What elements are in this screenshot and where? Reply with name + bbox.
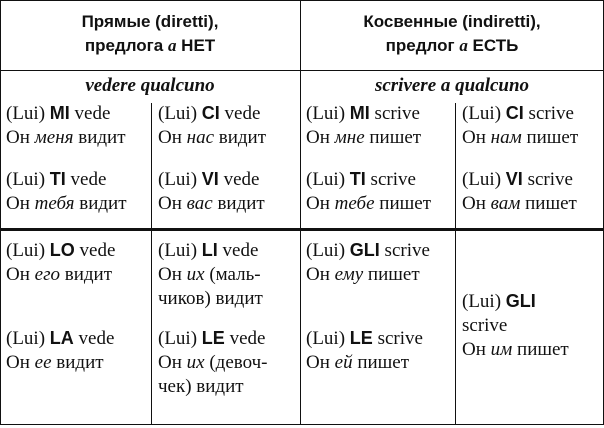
header-direct-line2 <box>0 34 300 58</box>
header-bottom-border <box>0 70 604 71</box>
cell-vi-vede: (Lui) VI vede Он вас видит <box>158 169 265 214</box>
cell-ti-vede: (Lui) TI vede Он тебя видит <box>6 169 127 214</box>
table-top-border <box>0 0 604 1</box>
cell-le-scrive: (Lui) LE scrive Он ей пишет <box>306 328 423 373</box>
verb-indirect: scrivere a qualcuno <box>374 75 530 96</box>
header-indirect-status: ЕСТЬ <box>467 36 519 55</box>
cell-le-vede: (Lui) LE vede Он их (девоч- чек) видит <box>158 328 268 397</box>
cell-gli-plural-scrive: (Lui) GLI scrive Он им пишет <box>462 291 569 360</box>
cell-mi-scrive: (Lui) MI scrive Он мне пишет <box>306 103 422 148</box>
header-direct-preposition: a <box>167 36 177 55</box>
left-inner-divider-bottom <box>151 230 152 425</box>
header-indirect-line2 <box>301 34 603 58</box>
cell-lo-vede: (Lui) LO vede Он его видит <box>6 240 116 285</box>
header-indirect <box>301 10 603 58</box>
header-direct-status: НЕТ <box>176 36 216 55</box>
cell-li-vede: (Lui) LI vede Он их (маль- чиков) видит <box>158 240 263 309</box>
header-direct-text: предлога <box>84 36 168 55</box>
group-divider <box>0 228 604 231</box>
cell-gli-scrive: (Lui) GLI scrive Он ему пишет <box>306 240 430 285</box>
header-direct-line1: Прямые (diretti), <box>81 12 219 31</box>
cell-mi-vede: (Lui) MI vede Он меня видит <box>6 103 126 148</box>
cell-vi-scrive: (Lui) VI scrive Он вам пишет <box>462 169 577 214</box>
verb-direct: vedere qualcuno <box>85 75 215 96</box>
header-direct <box>0 10 300 58</box>
table-left-border <box>0 0 1 425</box>
cell-ci-vede: (Lui) CI vede Он нас видит <box>158 103 267 148</box>
cell-la-vede: (Lui) LA vede Он ее видит <box>6 328 115 373</box>
right-inner-divider-bottom <box>455 230 456 425</box>
cell-ti-scrive: (Lui) TI scrive Он тебе пишет <box>306 169 431 214</box>
cell-ci-scrive: (Lui) CI scrive Он нам пишет <box>462 103 579 148</box>
table-bottom-border <box>0 424 604 425</box>
center-divider <box>300 0 301 425</box>
right-inner-divider-top <box>455 103 456 228</box>
header-indirect-line1: Косвенные (indiretti), <box>363 12 541 31</box>
header-indirect-preposition: a <box>459 36 468 55</box>
left-inner-divider-top <box>151 103 152 228</box>
header-indirect-text: предлог <box>385 36 460 55</box>
